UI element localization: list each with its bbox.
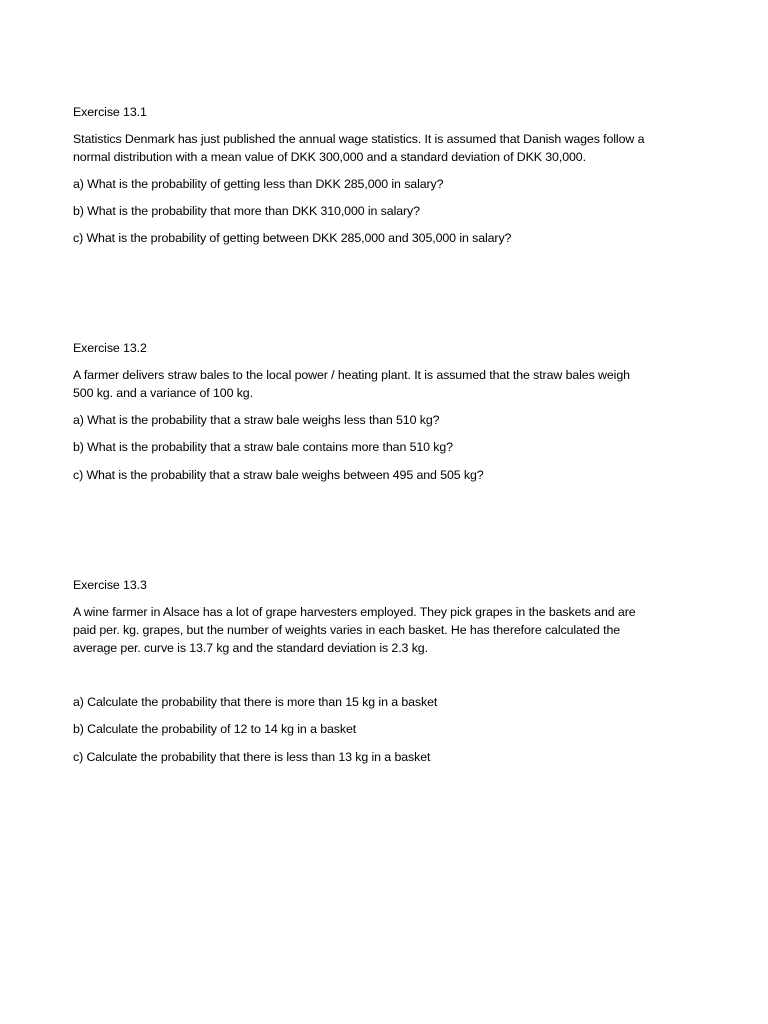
exercise-intro-line: A wine farmer in Alsace has a lot of grape harvesters employed. They pick grapes in the baskets and are	[73, 605, 636, 619]
exercise-intro-line: Statistics Denmark has just published the annual wage statistics. It is assumed that Danish wages follow a	[73, 132, 645, 146]
exercise-title: Exercise 13.1	[73, 105, 147, 119]
exercise-title: Exercise 13.3	[73, 578, 147, 592]
exercise-question: c) What is the probability of getting between DKK 285,000 and 305,000 in salary?	[73, 231, 512, 245]
exercise-question: c) What is the probability that a straw bale weighs between 495 and 505 kg?	[73, 468, 484, 482]
exercise-intro-line: average per. curve is 13.7 kg and the standard deviation is 2.3 kg.	[73, 641, 428, 655]
exercise-intro-line: A farmer delivers straw bales to the local power / heating plant. It is assumed that the straw bales weigh	[73, 368, 630, 382]
exercise-intro-line: 500 kg. and a variance of 100 kg.	[73, 386, 253, 400]
exercise-intro-line: normal distribution with a mean value of DKK 300,000 and a standard deviation of DKK 30,000.	[73, 150, 586, 164]
exercise-question: b) What is the probability that more than DKK 310,000 in salary?	[73, 204, 420, 218]
exercise-intro-line: paid per. kg. grapes, but the number of weights varies in each basket. He has therefore calculated the	[73, 623, 621, 637]
exercise-title: Exercise 13.2	[73, 341, 147, 355]
exercise-question: a) What is the probability that a straw bale weighs less than 510 kg?	[73, 413, 440, 427]
exercise-question: b) Calculate the probability of 12 to 14 kg in a basket	[73, 722, 357, 736]
exercise-question: a) Calculate the probability that there is more than 15 kg in a basket	[73, 695, 438, 709]
exercise-question: b) What is the probability that a straw bale contains more than 510 kg?	[73, 440, 453, 454]
exercise-question: a) What is the probability of getting less than DKK 285,000 in salary?	[73, 177, 444, 191]
exercise-question: c) Calculate the probability that there is less than 13 kg in a basket	[73, 750, 431, 764]
